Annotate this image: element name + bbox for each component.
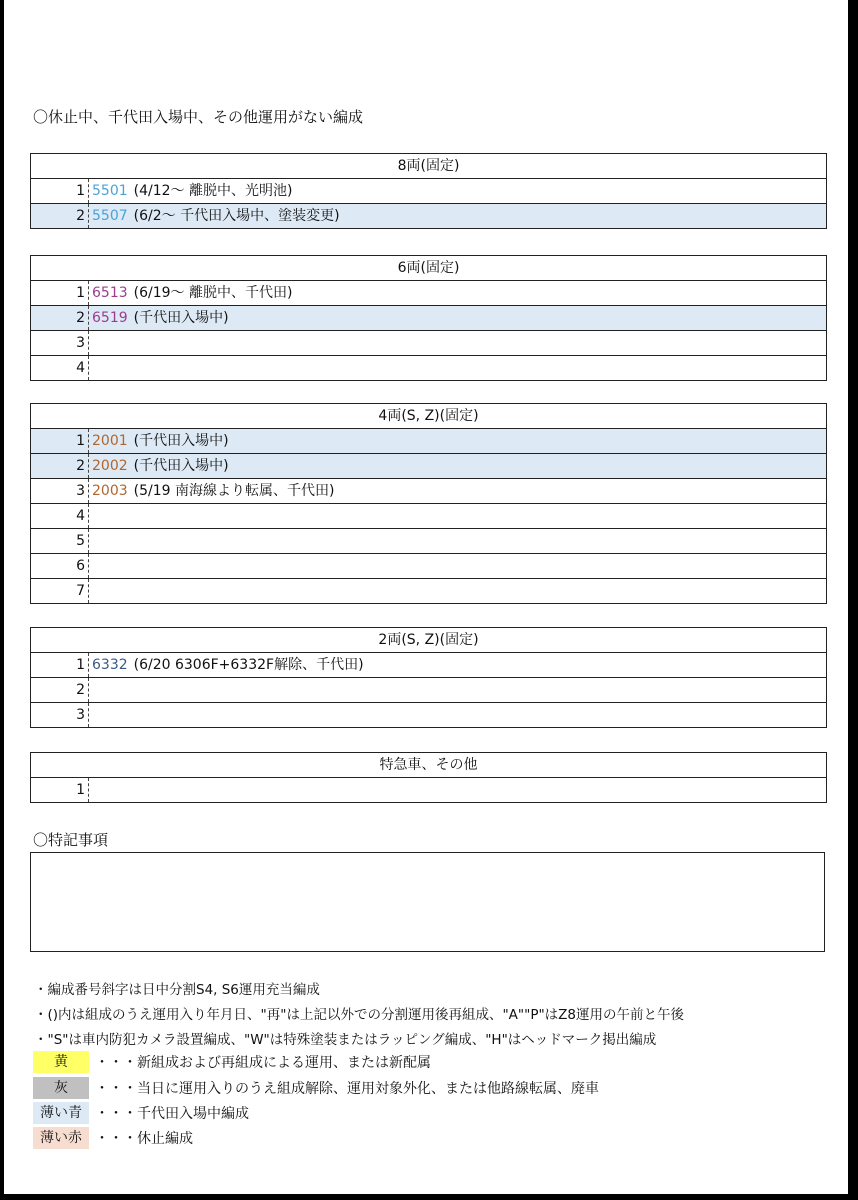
row-content <box>89 778 92 802</box>
row-content <box>89 579 92 603</box>
legend-text: ・・・当日に運用入りのうえ組成解除、運用対象外化、または他路線転属、廃車 <box>95 1081 599 1097</box>
table-row <box>31 281 826 306</box>
formation-id: 2003 <box>92 483 128 499</box>
row-number: 3 <box>31 331 89 355</box>
table-row <box>31 331 826 356</box>
legend-text: ・・・新組成および再組成による運用、または新配属 <box>95 1055 431 1071</box>
legend-swatch: 黄 <box>33 1051 89 1073</box>
row-content <box>89 179 292 203</box>
formation-group <box>30 627 827 728</box>
row-content <box>89 204 340 228</box>
special-notes-text <box>31 853 824 861</box>
table-row <box>31 356 826 380</box>
formation-id: 6513 <box>92 285 128 301</box>
group-title: 6両(固定) <box>31 256 826 281</box>
formation-group <box>30 403 827 604</box>
row-number: 3 <box>31 703 89 727</box>
formation-note: (千代田入場中) <box>133 310 229 326</box>
formation-group <box>30 153 827 229</box>
table-row <box>31 479 826 504</box>
row-number: 1 <box>31 778 89 802</box>
note-2: ・()内は組成のうえ運用入り年月日、"再"は上記以外での分割運用後再組成、"A""P"はZ8運用の午前と午後 <box>34 1007 685 1023</box>
formation-id: 6332 <box>92 657 128 673</box>
row-content <box>89 356 92 380</box>
row-number: 2 <box>31 306 89 330</box>
legend-swatch: 薄い青 <box>33 1102 89 1124</box>
formation-note: (千代田入場中) <box>133 458 229 474</box>
legend-swatch: 薄い赤 <box>33 1127 89 1149</box>
legend-item <box>33 1101 249 1125</box>
row-number: 1 <box>31 429 89 453</box>
formation-id: 5507 <box>92 208 128 224</box>
formation-note: (6/20 6306F+6332F解除、千代田) <box>133 657 364 673</box>
row-number: 3 <box>31 479 89 503</box>
legend-swatch: 灰 <box>33 1077 89 1099</box>
note-1: ・編成番号斜字は日中分割S4, S6運用充当編成 <box>34 982 320 998</box>
page-title: 〇休止中、千代田入場中、その他運用がない編成 <box>33 108 364 126</box>
row-content <box>89 504 92 528</box>
row-number: 2 <box>31 204 89 228</box>
table-row <box>31 179 826 204</box>
formation-id: 2002 <box>92 458 128 474</box>
row-content <box>89 479 334 503</box>
group-title: 特急車、その他 <box>31 753 826 778</box>
group-title: 4両(S, Z)(固定) <box>31 404 826 429</box>
formation-note: (千代田入場中) <box>133 433 229 449</box>
table-row <box>31 529 826 554</box>
row-number: 2 <box>31 454 89 478</box>
row-content <box>89 703 92 727</box>
row-content <box>89 306 229 330</box>
table-row <box>31 678 826 703</box>
legend-item <box>33 1076 599 1100</box>
formation-note: (6/2～ 千代田入場中、塗装変更) <box>133 208 340 224</box>
formation-group <box>30 752 827 803</box>
table-row <box>31 653 826 678</box>
table-row <box>31 429 826 454</box>
table-row <box>31 579 826 603</box>
formation-note: (6/19～ 離脱中、千代田) <box>133 285 293 301</box>
formation-note: (4/12～ 離脱中、光明池) <box>133 183 293 199</box>
special-notes-box <box>30 852 825 952</box>
row-content <box>89 331 92 355</box>
special-notes-title: 〇特記事項 <box>33 831 109 849</box>
row-number: 1 <box>31 653 89 677</box>
row-number: 5 <box>31 529 89 553</box>
formation-group <box>30 255 827 381</box>
table-row <box>31 778 826 802</box>
table-row <box>31 204 826 228</box>
group-title: 2両(S, Z)(固定) <box>31 628 826 653</box>
row-number: 4 <box>31 356 89 380</box>
row-content <box>89 529 92 553</box>
row-number: 7 <box>31 579 89 603</box>
row-content <box>89 454 229 478</box>
row-content <box>89 429 229 453</box>
note-3: ・"S"は車内防犯カメラ設置編成、"W"は特殊塗装またはラッピング編成、"H"はヘッドマーク掲出編成 <box>34 1032 657 1048</box>
row-number: 2 <box>31 678 89 702</box>
document-page <box>4 0 848 1194</box>
formation-note: (5/19 南海線より転属、千代田) <box>133 483 335 499</box>
legend-item <box>33 1126 193 1150</box>
formation-id: 6519 <box>92 310 128 326</box>
table-row <box>31 306 826 331</box>
legend-item <box>33 1050 431 1074</box>
legend-text: ・・・休止編成 <box>95 1131 193 1147</box>
row-number: 1 <box>31 281 89 305</box>
row-content <box>89 281 292 305</box>
table-row <box>31 703 826 727</box>
legend-text: ・・・千代田入場中編成 <box>95 1106 249 1122</box>
table-row <box>31 554 826 579</box>
row-number: 6 <box>31 554 89 578</box>
formation-id: 2001 <box>92 433 128 449</box>
row-number: 4 <box>31 504 89 528</box>
table-row <box>31 504 826 529</box>
row-content <box>89 554 92 578</box>
row-number: 1 <box>31 179 89 203</box>
table-row <box>31 454 826 479</box>
group-title: 8両(固定) <box>31 154 826 179</box>
row-content <box>89 653 364 677</box>
row-content <box>89 678 92 702</box>
formation-id: 5501 <box>92 183 128 199</box>
